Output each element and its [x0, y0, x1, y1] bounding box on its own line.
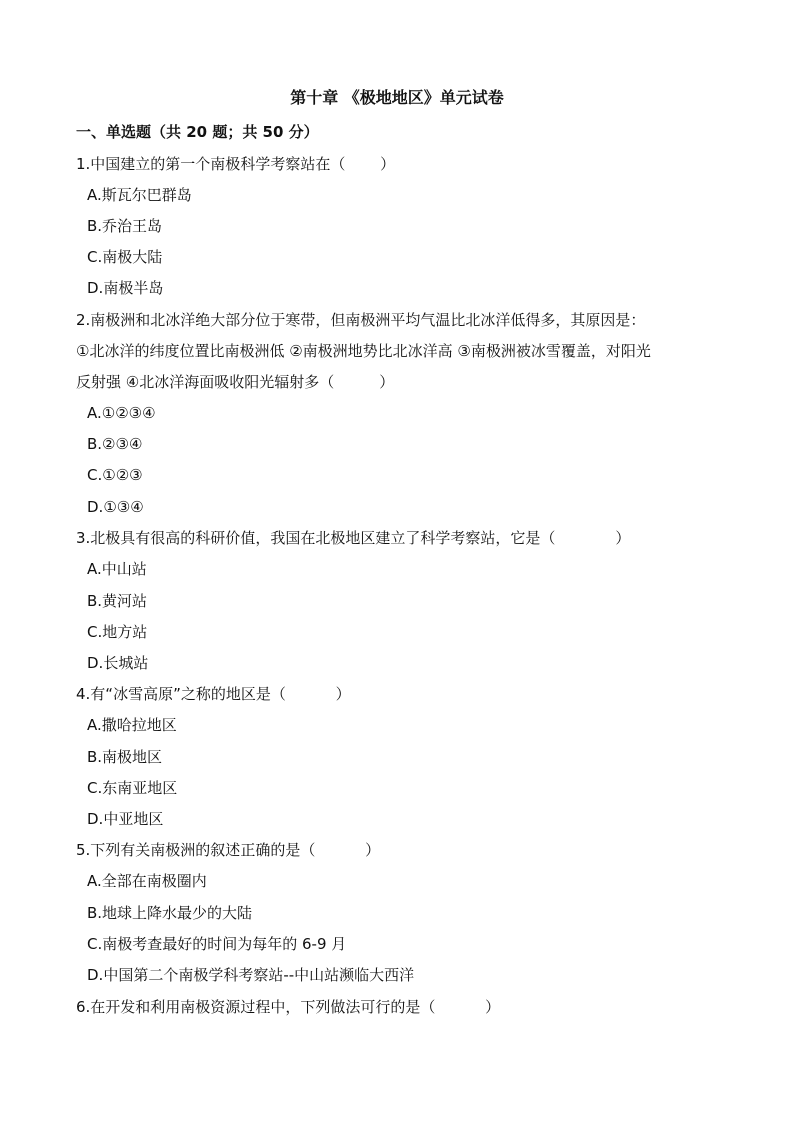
question-5-option-d: D.中国第二个南极学科考察站--中山站濒临大西洋	[87, 966, 415, 984]
question-4-stem: 4.有“冰雪高原”之称的地区是（ ）	[76, 685, 351, 703]
question-2-stem-line-1: 2.南极洲和北冰洋绝大部分位于寒带，但南极洲平均气温比北冰洋低得多，其原因是：	[76, 311, 646, 329]
question-3-stem: 3.北极具有很高的科研价值，我国在北极地区建立了科学考察站，它是（ ）	[76, 529, 631, 547]
question-3-option-a: A.中山站	[87, 560, 147, 578]
page-title: 第十章 《极地地区》单元试卷	[290, 88, 504, 107]
question-4-option-b: B.南极地区	[87, 748, 163, 766]
question-2-option-b: B.②③④	[87, 435, 143, 453]
question-3-option-c: C.地方站	[87, 623, 148, 641]
question-2-option-c: C.①②③	[87, 466, 143, 484]
question-2-stem-line-3: 反射强 ④北冰洋海面吸收阳光辐射多（ ）	[76, 373, 395, 391]
question-1-option-b: B.乔治王岛	[87, 217, 163, 235]
section-heading: 一、单选题（共 20 题；共 50 分）	[76, 123, 319, 141]
question-1-option-d: D.南极半岛	[87, 279, 164, 297]
question-5-stem: 5.下列有关南极洲的叙述正确的是（ ）	[76, 841, 381, 859]
question-3-option-d: D.长城站	[87, 654, 149, 672]
question-2-option-a: A.①②③④	[87, 404, 156, 422]
question-5-option-b: B.地球上降水最少的大陆	[87, 904, 253, 922]
question-5-option-c: C.南极考查最好的时间为每年的 6-9 月	[87, 935, 347, 953]
question-4-option-d: D.中亚地区	[87, 810, 164, 828]
question-2-stem-line-2: ①北冰洋的纬度位置比南极洲低 ②南极洲地势比北冰洋高 ③南极洲被冰雪覆盖，对阳光	[76, 342, 651, 360]
question-4-option-c: C.东南亚地区	[87, 779, 178, 797]
question-2-option-d: D.①③④	[87, 498, 144, 516]
question-6-stem: 6.在开发和利用南极资源过程中，下列做法可行的是（ ）	[76, 998, 501, 1016]
question-5-option-a: A.全部在南极圈内	[87, 872, 207, 890]
question-1-option-c: C.南极大陆	[87, 248, 163, 266]
question-1-stem: 1.中国建立的第一个南极科学考察站在（ ）	[76, 155, 396, 173]
question-1-option-a: A.斯瓦尔巴群岛	[87, 186, 192, 204]
question-3-option-b: B.黄河站	[87, 592, 148, 610]
question-4-option-a: A.撒哈拉地区	[87, 716, 177, 734]
